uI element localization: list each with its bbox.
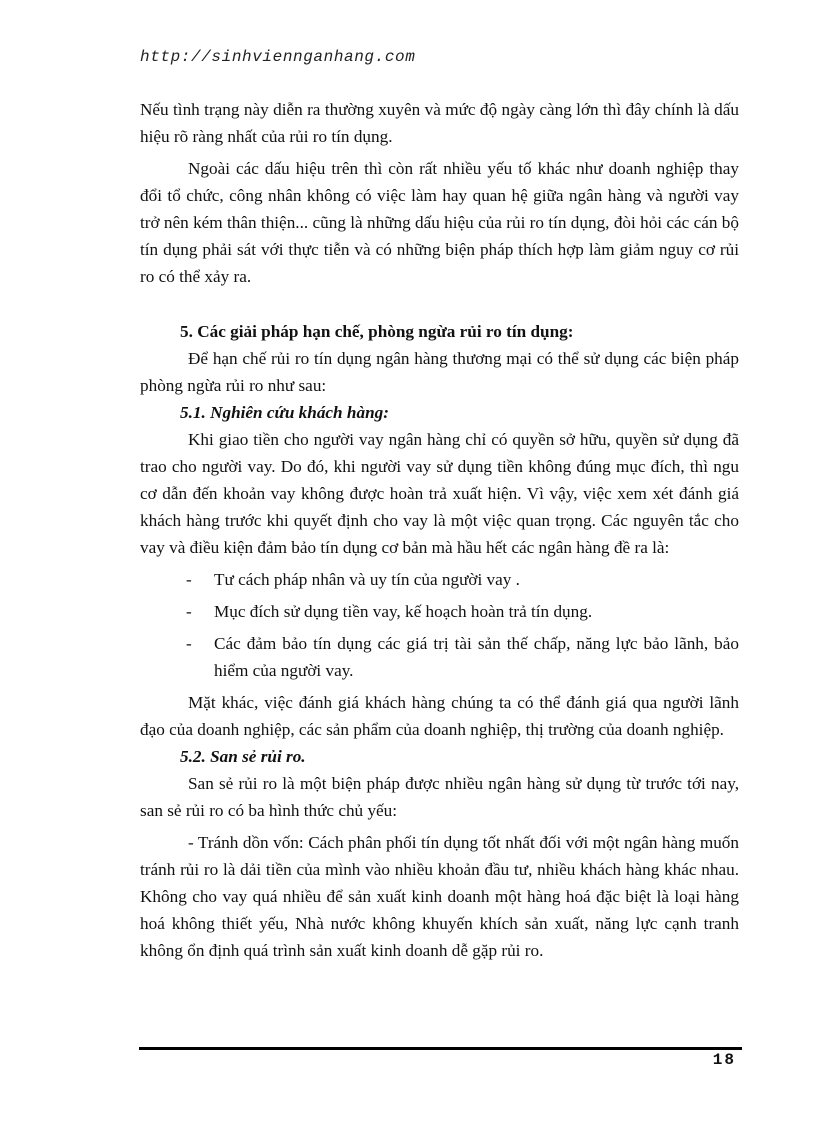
subsection-heading: 5.2. San sẻ rủi ro. [180, 747, 306, 766]
page-number: 18 [712, 1051, 736, 1069]
list-item-text: Tư cách pháp nhân và uy tín của người vay . [214, 570, 520, 589]
paragraph: - Tránh dồn vốn: Cách phân phối tín dụng tốt nhất đối với một ngân hàng muốn tránh rủi ro là dải tiền của mình vào nhiều khoản đầu tư, nhiều khách hàng khác nhau. Không cho vay quá nhiều để sản xuất kinh doanh một hàng hoá đặc biệt là loại hàng hoá không thiết yếu, Nhà nước không khuyến khích sản xuất, năng lực cạnh tranh không ổn định quá trình sản xuất kinh doanh dễ gặp rủi ro. [140, 833, 739, 960]
subsection-heading: 5.1. Nghiên cứu khách hàng: [180, 403, 389, 422]
paragraph: Nếu tình trạng này diễn ra thường xuyên và mức độ ngày càng lớn thì đây chính là dấu hiệu rõ ràng nhất của rủi ro tín dụng. [140, 100, 739, 146]
footer-divider [139, 1047, 742, 1050]
spacer [140, 290, 739, 318]
list-item-text: Các đảm bảo tín dụng các giá trị tài sản thế chấp, năng lực bảo lãnh, bảo hiểm của người vay. [214, 634, 739, 680]
list-item [140, 566, 739, 593]
list-item-text: Mục đích sử dụng tiền vay, kế hoạch hoàn trả tín dụng. [214, 602, 593, 621]
list-item [140, 598, 739, 625]
dash-marker: - [186, 634, 192, 653]
list-item [140, 630, 739, 684]
paragraph: Khi giao tiền cho người vay ngân hàng chỉ có quyền sở hữu, quyền sử dụng đã trao cho người vay. Do đó, khi người vay sử dụng tiền không đúng mục đích, thì ngu cơ dẫn đến khoản vay không được hoàn trả xuất hiện. Vì vậy, việc xem xét đánh giá khách hàng trước khi quyết định cho vay là một việc quan trọng. Các nguyên tắc cho vay và điều kiện đảm bảo tín dụng cơ bản mà hầu hết các ngân hàng đề ra là: [140, 430, 739, 557]
paragraph: Ngoài các dấu hiệu trên thì còn rất nhiều yếu tố khác như doanh nghiệp thay đổi tổ chức, công nhân không có việc làm hay quan hệ giữa ngân hàng và người vay trở nên kém thân thiện... cũng là những dấu hiệu của rủi ro tín dụng, đòi hỏi các cán bộ tín dụng phải sát với thực tiễn và có những biện pháp thích hợp làm giảm nguy cơ rủi ro có thể xảy ra. [140, 159, 739, 286]
dash-marker: - [186, 602, 192, 621]
header-url: http://sinhviennganhang.com [140, 48, 416, 66]
paragraph: Để hạn chế rủi ro tín dụng ngân hàng thương mại có thể sử dụng các biện pháp phòng ngừa rủi ro như sau: [140, 349, 739, 395]
document-body [140, 96, 739, 964]
section-heading: 5. Các giải pháp hạn chế, phòng ngừa rủi ro tín dụng: [180, 322, 574, 341]
dash-marker: - [186, 570, 192, 589]
paragraph: Mặt khác, việc đánh giá khách hàng chúng ta có thể đánh giá qua người lãnh đạo của doanh nghiệp, các sản phẩm của doanh nghiệp, thị trường của doanh nghiệp. [140, 693, 739, 739]
paragraph: San sẻ rủi ro là một biện pháp được nhiều ngân hàng sử dụng từ trước tới nay, san sẻ rủi ro có ba hình thức chủ yếu: [140, 774, 739, 820]
bullet-list [140, 566, 739, 684]
